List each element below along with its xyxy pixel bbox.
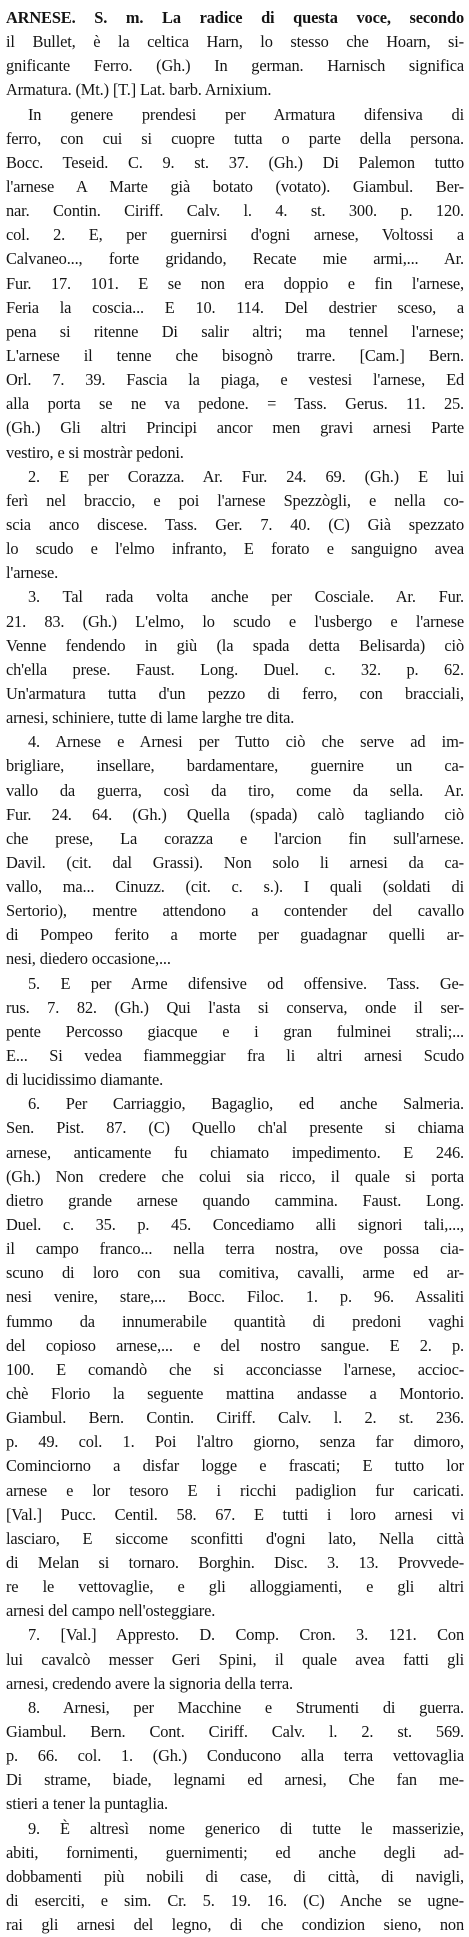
entry-line: [Val.] Pucc. Centil. 58. 67. E tutti i loro arnesi vi <box>6 1504 464 1524</box>
entry-line: Giambul. Bern. Contin. Ciriff. Calv. l. 2. st. 236. <box>6 1408 464 1428</box>
entry-line: p. 49. col. 1. Poi l'altro giorno, senza far dimoro, <box>6 1432 464 1452</box>
entry-line: Fur. 17. 101. E se non era doppio e fin l'arnese, <box>6 273 464 293</box>
entry-line: p. 66. col. 1. (Gh.) Conducono alla terra vettovaglia <box>6 1746 464 1766</box>
entry-line: del copioso arnese,... e del nostro sangue. E 2. p. <box>6 1335 464 1355</box>
entry-line: Orl. 7. 39. Fascia la piaga, e vestesi l'arnese, Ed <box>6 370 464 390</box>
entry-line: chè Florio la seguente mattina andasse a Montorio. <box>6 1384 464 1404</box>
entry-line: dietro grande arnese quando cammina. Faust. Long. <box>6 1190 464 1210</box>
entry-line: Sertorio), mentre attendono a contender del cavallo <box>6 901 464 921</box>
entry-line: fummo da innumerabile quantità di predoni vaghi <box>6 1311 464 1331</box>
entry-line: pena si ritenne Di salir altri; ma tennel l'arnese; <box>6 321 464 341</box>
entry-line: E... Si vedea fiammeggiar fra li altri arnesi Scudo <box>6 1046 464 1066</box>
entry-line: re le vettovaglie, e gli alloggiamenti, e gli altri <box>6 1577 464 1597</box>
entry-line: nesi, diedero occasione,... <box>6 949 171 969</box>
entry-line: lui cavalcò messer Geri Spini, il quale avea fatti gli <box>6 1649 464 1669</box>
entry-line: Sen. Pist. 87. (C) Quello ch'al presente si chiama <box>6 1118 464 1138</box>
entry-line: rai gli arnesi del legno, di che condizion sieno, non <box>6 1915 464 1935</box>
entry-line: vallo, ma... Cinuzz. (cit. c. s.). I quali (soldati di <box>6 877 464 897</box>
entry-line: arnesi del campo nell'osteggiare. <box>6 1601 216 1621</box>
entry-line: Fur. 24. 64. (Gh.) Quella (spada) calò tagliando ciò <box>6 804 464 824</box>
entry-line: In genere prendesi per Armatura difensiva di <box>28 104 464 124</box>
entry-line: scia anco discese. Tass. Ger. 7. 40. (C) Già spezzato <box>6 514 464 534</box>
entry-line: ch'ella prese. Faust. Long. Duel. c. 32. p. 62. <box>6 659 464 679</box>
entry-line: dobbamenti più nobili di case, di città, di navigli, <box>6 1866 464 1886</box>
entry-line: di lucidissimo diamante. <box>6 1070 164 1090</box>
entry-line: Davil. (cit. dal Grassi). Non solo li arnesi da ca- <box>6 852 464 872</box>
entry-line: 21. 83. (Gh.) L'elmo, lo scudo e l'usbergo e l'arnese <box>6 611 464 631</box>
entry-line: Duel. c. 35. p. 45. Concediamo alli signori tali,..., <box>6 1215 464 1235</box>
entry-line: 8. Arnesi, per Macchine e Strumenti di guerra. <box>28 1697 464 1717</box>
entry-line: (Gh.) Non credere che colui sia ricco, il quale si porta <box>6 1166 464 1186</box>
entry-line: brigliare, insellare, bardamentare, guernire un ca- <box>6 756 464 776</box>
entry-line: Cominciorno a disfar logge e frascati; E tutto lor <box>6 1456 464 1476</box>
entry-line: 2. E per Corazza. Ar. Fur. 24. 69. (Gh.) E lui <box>28 466 464 486</box>
entry-line: arnesi, credendo avere la signoria della terra. <box>6 1673 293 1693</box>
entry-line: 6. Per Carriaggio, Bagaglio, ed anche Salmeria. <box>28 1094 464 1114</box>
entry-line: nesi venire, stare,... Bocc. Filoc. 1. p. 96. Assaliti <box>6 1287 464 1307</box>
entry-line: il campo franco... nella terra nostra, ove possa cia- <box>6 1239 464 1259</box>
entry-line: di Melan si tornaro. Borghin. Disc. 3. 13. Provvede- <box>6 1553 464 1572</box>
entry-line: 5. E per Arme difensive od offensive. Tass. Ge- <box>28 973 464 993</box>
dictionary-page <box>6 6 464 1935</box>
entry-line: di eserciti, e sim. Cr. 5. 19. 16. (C) Anche se ugne- <box>6 1890 464 1910</box>
entry-line: arnese, anticamente fu chiamato impedimento. E 246. <box>6 1142 464 1162</box>
entry-line: gnificante Ferro. (Gh.) In german. Harnisch significa <box>6 56 464 76</box>
entry-line: stieri a tener la puntaglia. <box>6 1794 168 1814</box>
entry-line: scuno di loro con sua comitiva, cavalli, arme ed ar- <box>6 1263 464 1283</box>
entry-line: Venne fendendo in giù (la spada detta Belisarda) ciò <box>6 635 464 655</box>
entry-line: Un'armatura tutta d'un pezzo di ferro, con bracciali, <box>6 683 464 703</box>
entry-line: il Bullet, è la celtica Harn, lo stesso che Hoarn, si- <box>6 32 464 52</box>
entry-line: di Pompeo ferito a morte per guadagnar quelli ar- <box>6 925 464 945</box>
entry-line: 9. È altresì nome generico di tutte le masserizie, <box>28 1818 464 1838</box>
entry-line: pente Percosso giacque e i gran fulminei strali;... <box>6 1021 464 1041</box>
entry-line: col. 2. E, per guernirsi d'ogni arnese, Voltossi a <box>6 225 464 245</box>
entry-line: 3. Tal rada volta anche per Cosciale. Ar. Fur. <box>28 587 464 607</box>
entry-line: vestiro, e si mostràr pedoni. <box>6 442 184 462</box>
entry-line: ARNESE. S. m. La radice di questa voce, secondo <box>6 8 464 27</box>
entry-line: rus. 7. 82. (Gh.) Qui l'asta si conserva, onde il ser- <box>6 997 464 1017</box>
entry-line: arnesi, schiniere, tutte di lame larghe tre dita. <box>6 708 295 728</box>
entry-line: ferì nel braccio, e poi l'arnese Spezzògli, e nella co- <box>6 490 464 510</box>
entry-line: abiti, fornimenti, guernimenti; ed anche degli ad- <box>6 1842 464 1862</box>
entry-line: nar. Contin. Ciriff. Calv. l. 4. st. 300. p. 120. <box>6 201 464 221</box>
entry-line: Calvaneo..., forte gridando, Recate mie armi,... Ar. <box>6 249 464 269</box>
entry-line: 100. E comandò che si acconciasse l'arnese, accioc- <box>6 1359 464 1379</box>
entry-line: Di strame, biade, legnami ed arnesi, Che fan me- <box>6 1770 464 1790</box>
entry-line: 7. [Val.] Appresto. D. Comp. Cron. 3. 121. Con <box>28 1625 464 1645</box>
entry-line: alla porta se ne va pedone. = Tass. Gerus. 11. 25. <box>6 394 464 414</box>
entry-line: Giambul. Bern. Cont. Ciriff. Calv. l. 2. st. 569. <box>6 1721 464 1741</box>
entry-line: Bocc. Teseid. C. 9. st. 37. (Gh.) Di Palemon tutto <box>6 152 464 172</box>
entry-line: (Gh.) Gli altri Principi ancor men gravi arnesi Parte <box>6 418 464 438</box>
entry-line: Feria la coscia... E 10. 114. Del destrier sceso, a <box>6 297 464 317</box>
entry-line: ferro, con cui si cuopre tutta o parte della persona. <box>6 128 464 148</box>
entry-line: L'arnese il tenne che bisognò trarre. [Cam.] Bern. <box>6 345 464 365</box>
entry-line: 4. Arnese e Arnesi per Tutto ciò che serve ad im- <box>28 732 464 752</box>
dictionary-entry-arnese <box>6 6 464 1937</box>
entry-line: vallo da guerra, così da tiro, come da sella. Ar. <box>6 780 464 800</box>
entry-line: Armatura. (Mt.) [T.] Lat. barb. Arnixium. <box>6 80 272 100</box>
entry-line: l'arnese. <box>6 563 59 583</box>
entry-line: arnese e lor tesoro E i ricchi padiglion fur caricati. <box>6 1480 464 1500</box>
entry-line: lasciaro, E siccome sconfitti d'ogni lato, Nella città <box>6 1528 464 1548</box>
entry-line: l'arnese A Marte già botato (votato). Giambul. Ber- <box>6 176 464 196</box>
entry-line: lo scudo e l'elmo infranto, E forato e sanguigno avea <box>6 539 464 559</box>
entry-line: che prese, La corazza e l'arcion fin sull'arnese. <box>6 828 464 848</box>
